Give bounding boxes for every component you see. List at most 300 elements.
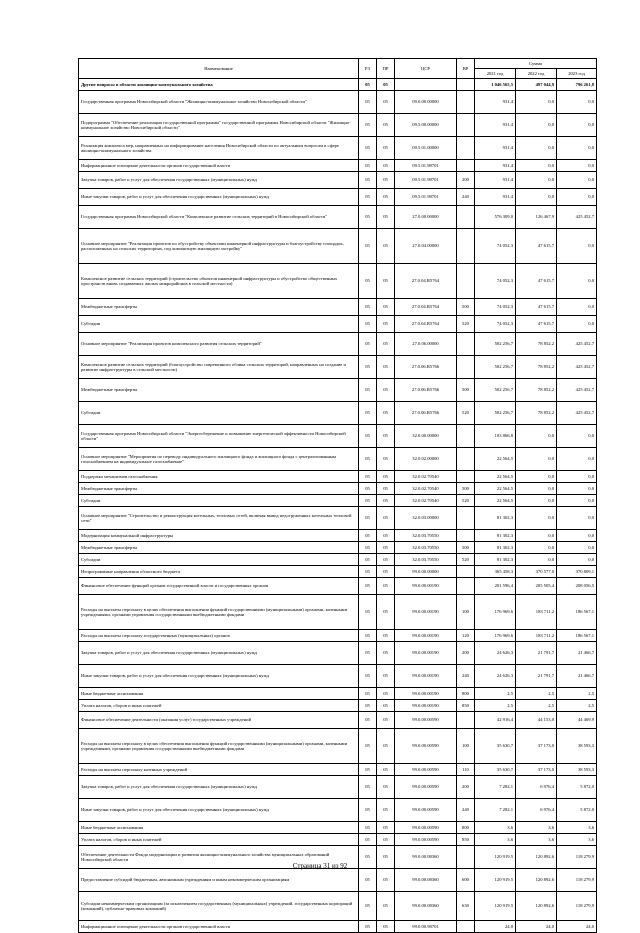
cell-pr: 05 [377,483,395,495]
cell-s3: 5 872,0 [557,776,597,799]
cell-vr [457,578,475,595]
cell-s3: 425 452,7 [557,206,597,229]
cell-s3: 0,0 [557,137,597,160]
cell-csr: 99.0.00.00590 [395,822,457,834]
cell-name: Информационное освещение деятельности органов государственной власти [79,160,359,172]
table-row [79,425,597,448]
cell-s1: 120 919,5 [475,869,516,892]
cell-pr: 05 [377,892,395,921]
cell-rz: 05 [359,402,377,425]
cell-vr: 850 [457,700,475,712]
cell-csr: 32.0.00.00000 [395,425,457,448]
cell-s1: 81 302,3 [475,542,516,554]
cell-s1: 3,6 [475,834,516,846]
cell-pr: 05 [377,137,395,160]
cell-csr: 99.0.00.00190 [395,688,457,700]
table-body [79,79,597,933]
cell-csr: 99.0.00.08360 [395,869,457,892]
cell-name: Иные бюджетные ассигнования [79,822,359,834]
cell-name: Непрограммные направления областного бюджета [79,566,359,578]
cell-vr: 200 [457,172,475,189]
cell-csr: 27.0.06.R5766 [395,356,457,379]
header-name: Наименование [79,59,359,79]
table-row [79,299,597,316]
table-row [79,379,597,402]
cell-csr: 99.0.00.08360 [395,846,457,869]
cell-name: Межбюджетные трансферты [79,542,359,554]
cell-name: Государственная программа Новосибирской области "Комплексное развитие сельских территорий в Новосибирской области" [79,206,359,229]
cell-s3: 425 452,7 [557,356,597,379]
cell-rz: 05 [359,379,377,402]
cell-csr: 27.0.06.R5766 [395,379,457,402]
cell-s1: 1 046 565,5 [475,79,516,91]
header-csr: ЦСР [395,59,457,79]
cell-csr: 99.0.00.98701 [395,921,457,933]
cell-pr: 05 [377,665,395,688]
cell-s2: 183 711,2 [516,595,557,630]
cell-s2: 47 615,7 [516,229,557,264]
cell-s2: 497 044,9 [516,79,557,91]
cell-rz: 05 [359,578,377,595]
cell-csr: 32.0.03.70550 [395,530,457,542]
cell-s2: 78 852,2 [516,402,557,425]
table-row [79,471,597,483]
cell-csr: 99.0.00.00590 [395,834,457,846]
cell-vr [457,471,475,483]
cell-vr: 100 [457,729,475,764]
cell-rz: 05 [359,483,377,495]
cell-csr: 32.0.03.70550 [395,554,457,566]
cell-vr: 100 [457,595,475,630]
cell-name: Модернизация коммунальной инфраструктуры [79,530,359,542]
cell-s1: 2,5 [475,700,516,712]
cell-vr: 800 [457,688,475,700]
table-row [79,688,597,700]
page-number: Страница 31 из 92 [292,862,348,870]
cell-pr: 05 [377,402,395,425]
cell-s2: 0,0 [516,448,557,471]
cell-s2: 21 791,7 [516,665,557,688]
cell-name: Субсидии [79,316,359,333]
cell-name: Предоставление субсидий бюджетным, автономным учреждениям и иным некоммерческим организациям [79,869,359,892]
cell-vr: 240 [457,189,475,206]
cell-rz: 05 [359,189,377,206]
table-row [79,402,597,425]
cell-vr [457,114,475,137]
table-row [79,495,597,507]
cell-s1: 81 302,3 [475,530,516,542]
cell-rz: 05 [359,160,377,172]
cell-name: Основное мероприятие "Реализация проектов по обустройству объектами инженерной инфраструктуры и благоустройству площадок, расположенных на сельских территориях, под компактную жилищную застройку" [79,229,359,264]
cell-s1: 2,5 [475,688,516,700]
cell-s2: 0,0 [516,542,557,554]
cell-pr: 05 [377,542,395,554]
cell-csr: 99.0.00.00190 [395,700,457,712]
cell-s2: 0,0 [516,114,557,137]
cell-pr: 05 [377,630,395,642]
cell-vr: 630 [457,892,475,921]
cell-rz: 05 [359,91,377,114]
cell-vr: 200 [457,642,475,665]
cell-name: Межбюджетные трансферты [79,299,359,316]
cell-s3: 21 466,7 [557,665,597,688]
cell-s2: 0,0 [516,137,557,160]
header-vr: ВР [457,59,475,79]
cell-s1: 24 626,3 [475,642,516,665]
cell-s2: 78 852,2 [516,379,557,402]
cell-csr: 27.0.06.R5766 [395,402,457,425]
table-row [79,356,597,379]
cell-s1: 176 969,6 [475,595,516,630]
cell-s3: 3,6 [557,822,597,834]
cell-vr: 520 [457,495,475,507]
cell-name: Государственная программа Новосибирской области "Жилищно-коммунальное хозяйство Новосибирской области" [79,91,359,114]
cell-s1: 7 282,1 [475,776,516,799]
cell-s3: 38 593,3 [557,729,597,764]
cell-s2: 21 791,7 [516,642,557,665]
cell-s3: 3,6 [557,834,597,846]
cell-s1: 74 052,3 [475,299,516,316]
cell-vr: 500 [457,483,475,495]
cell-s3: 425 452,7 [557,379,597,402]
cell-s2: 37 173,0 [516,729,557,764]
header-year-2023: 2023 год [557,69,597,79]
cell-s1: 35 630,7 [475,764,516,776]
cell-name: Межбюджетные трансферты [79,379,359,402]
cell-pr: 05 [377,229,395,264]
cell-vr: 850 [457,834,475,846]
cell-name: Расходы на выплаты персоналу государственных (муниципальных) органов [79,630,359,642]
table-row [79,91,597,114]
cell-s1: 74 052,3 [475,264,516,299]
table-row [79,448,597,471]
cell-s3: 208 056,5 [557,578,597,595]
cell-s3: 0,0 [557,471,597,483]
cell-s3: 0,0 [557,495,597,507]
cell-s3: 0,0 [557,316,597,333]
cell-s3: 0,0 [557,448,597,471]
table-row [79,921,597,933]
budget-table [78,58,597,933]
cell-s1: 931,4 [475,91,516,114]
cell-s1: 22 564,5 [475,483,516,495]
cell-pr: 05 [377,495,395,507]
cell-s2: 0,0 [516,91,557,114]
cell-pr: 05 [377,776,395,799]
cell-s3: 0,0 [557,299,597,316]
cell-pr: 05 [377,189,395,206]
cell-s2: 6 976,4 [516,799,557,822]
cell-pr: 05 [377,316,395,333]
cell-csr [395,79,457,91]
table-row [79,822,597,834]
cell-pr: 05 [377,471,395,483]
cell-pr: 05 [377,764,395,776]
cell-s2: 370 577,0 [516,566,557,578]
cell-name: Подпрограмма "Обеспечение реализации государственной программы" государственной программы Новосибирской области "Жилищно-коммунальное хозяйство Новосибирской области" [79,114,359,137]
cell-name: Иные закупки товаров, работ и услуг для обеспечения государственных (муниципальных) нужд [79,665,359,688]
cell-s3: 118 279,9 [557,846,597,869]
cell-s1: 502 256,7 [475,379,516,402]
cell-name: Закупка товаров, работ и услуг для обеспечения государственных (муниципальных) нужд [79,642,359,665]
cell-name: Межбюджетные трансферты [79,483,359,495]
table-row [79,316,597,333]
header-pr: ПР [377,59,395,79]
cell-csr: 99.0.00.08360 [395,892,457,921]
cell-csr: 09.5.01.98701 [395,172,457,189]
table-row [79,665,597,688]
cell-rz: 05 [359,495,377,507]
cell-csr: 99.0.00.00590 [395,799,457,822]
cell-s2: 120 892,6 [516,869,557,892]
cell-s3: 2,5 [557,700,597,712]
table-row [79,79,597,91]
cell-rz: 05 [359,264,377,299]
cell-pr: 05 [377,834,395,846]
cell-name: Основное мероприятие "Строительство и реконструкция котельных, тепловых сетей, включая вывод недогруженных котельных тепловой сети" [79,507,359,530]
cell-pr: 05 [377,799,395,822]
table-row [79,530,597,542]
cell-s1: 120 919,5 [475,892,516,921]
cell-rz: 05 [359,700,377,712]
cell-name: Иные закупки товаров, работ и услуг для обеспечения государственных (муниципальных) нужд [79,189,359,206]
cell-csr: 32.0.02.70540 [395,495,457,507]
cell-s2: 0,0 [516,172,557,189]
cell-s2: 78 852,2 [516,333,557,356]
cell-name: Субсидии [79,402,359,425]
cell-csr: 99.0.00.00590 [395,764,457,776]
cell-vr: 520 [457,402,475,425]
cell-rz: 05 [359,642,377,665]
table-row [79,172,597,189]
cell-s3: 0,0 [557,554,597,566]
cell-csr: 09.5.01.98701 [395,189,457,206]
cell-rz: 05 [359,921,377,933]
header-rz: РЗ [359,59,377,79]
cell-csr: 99.0.00.00190 [395,665,457,688]
table-row [79,542,597,554]
cell-csr: 27.0.04.00000 [395,229,457,264]
cell-name: Поддержка механизмов газоснабжения [79,471,359,483]
cell-s2: 2,5 [516,688,557,700]
cell-rz: 05 [359,299,377,316]
cell-rz: 05 [359,566,377,578]
cell-pr: 05 [377,554,395,566]
cell-s2: 24,0 [516,921,557,933]
cell-s1: 81 302,3 [475,507,516,530]
cell-s2: 0,0 [516,554,557,566]
cell-vr [457,530,475,542]
cell-rz: 05 [359,448,377,471]
table-row [79,483,597,495]
cell-pr: 05 [377,688,395,700]
cell-s2: 205 505,4 [516,578,557,595]
table-header [79,59,597,79]
cell-name: Расходы на выплаты персоналу казенных учреждений [79,764,359,776]
cell-rz: 05 [359,799,377,822]
cell-rz: 05 [359,425,377,448]
cell-vr: 110 [457,764,475,776]
cell-rz: 05 [359,776,377,799]
cell-name: Финансовое обеспечение деятельности (оказания услуг) государственных учреждений [79,712,359,729]
cell-s2: 78 852,2 [516,356,557,379]
cell-s3: 0,0 [557,160,597,172]
cell-pr: 05 [377,172,395,189]
cell-s1: 24 626,3 [475,665,516,688]
cell-csr: 99.0.00.00000 [395,566,457,578]
cell-csr: 99.0.00.00590 [395,712,457,729]
cell-pr: 05 [377,566,395,578]
cell-s2: 126 467,9 [516,206,557,229]
table-row [79,206,597,229]
cell-vr: 600 [457,869,475,892]
table-row [79,700,597,712]
cell-pr: 05 [377,425,395,448]
cell-vr [457,229,475,264]
cell-pr: 05 [377,530,395,542]
cell-name: Иные закупки товаров, работ и услуг для обеспечения государственных (муниципальных) нужд [79,799,359,822]
cell-name: Обеспечение деятельности Фонда модернизации и развития жилищно-коммунального хозяйства муниципальных образований Новосибирской области [79,846,359,869]
cell-pr: 05 [377,869,395,892]
cell-s3: 44 469,9 [557,712,597,729]
cell-s1: 22 564,5 [475,495,516,507]
cell-s2: 0,0 [516,483,557,495]
cell-rz: 05 [359,542,377,554]
cell-s3: 186 567,1 [557,595,597,630]
cell-s3: 0,0 [557,91,597,114]
cell-s2: 2,5 [516,700,557,712]
cell-s2: 0,0 [516,530,557,542]
cell-s2: 44 153,0 [516,712,557,729]
table-row [79,333,597,356]
cell-name: Уплата налогов, сборов и иных платежей [79,700,359,712]
cell-s1: 931,4 [475,114,516,137]
cell-name: Субсидии [79,554,359,566]
cell-pr: 05 [377,846,395,869]
header-year-2021: 2021 год [475,69,516,79]
cell-rz: 05 [359,530,377,542]
cell-s3: 796 261,8 [557,79,597,91]
cell-vr [457,448,475,471]
cell-vr: 800 [457,822,475,834]
cell-name: Реализация комплекса мер, направленных на информирование населения Новосибирской области по актуальным вопросам в сфере жилищно-коммунального хозяйства [79,137,359,160]
table-row [79,507,597,530]
cell-csr: 27.0.04.R5764 [395,316,457,333]
table-row [79,229,597,264]
cell-vr: 200 [457,776,475,799]
table-row [79,729,597,764]
cell-pr: 05 [377,921,395,933]
cell-rz: 05 [359,206,377,229]
header-year-2022: 2022 год [516,69,557,79]
cell-pr: 05 [377,91,395,114]
cell-s2: 0,0 [516,507,557,530]
cell-s2: 0,0 [516,160,557,172]
table-row [79,595,597,630]
table-row [79,114,597,137]
cell-rz: 05 [359,665,377,688]
cell-rz: 05 [359,137,377,160]
cell-pr: 05 [377,333,395,356]
cell-rz: 05 [359,630,377,642]
cell-s2: 6 976,4 [516,776,557,799]
cell-name: Финансовое обеспечение функций органов государственной власти и государственных органов [79,578,359,595]
cell-csr: 27.0.04.R5764 [395,299,457,316]
table-row [79,834,597,846]
cell-pr: 05 [377,264,395,299]
cell-name: Государственная программа Новосибирской области "Энергосбережение и повышение энергетической эффективности Новосибирской области" [79,425,359,448]
cell-pr: 05 [377,712,395,729]
cell-rz: 05 [359,869,377,892]
cell-rz: 05 [359,846,377,869]
cell-s1: 22 564,5 [475,448,516,471]
cell-vr: 500 [457,299,475,316]
cell-name: Основное мероприятие "Мероприятия по переводу индивидуального жилищного фонда и жилищного фонда с централизованным газоснабжением на индивидуальное газоснабжение" [79,448,359,471]
cell-s3: 0,0 [557,507,597,530]
cell-vr [457,137,475,160]
cell-name: Основное мероприятие "Реализация проектов комплексного развития сельских территорий" [79,333,359,356]
cell-name: Комплексное развитие сельских территорий (строительство объектов инженерной инфраструктуры и обустройство общественных пространств вновь создаваемых жилых микрорайонов в сельской местности) [79,264,359,299]
cell-s1: 120 919,5 [475,846,516,869]
cell-name: Другие вопросы в области жилищно-коммунального хозяйства [79,79,359,91]
table-row [79,554,597,566]
cell-csr: 27.0.04.R5764 [395,264,457,299]
cell-s3: 0,0 [557,530,597,542]
cell-vr: 520 [457,316,475,333]
cell-vr [457,206,475,229]
cell-rz: 05 [359,229,377,264]
table-row [79,712,597,729]
cell-s1: 103 866,8 [475,425,516,448]
table-row [79,630,597,642]
cell-vr [457,264,475,299]
cell-vr: 240 [457,799,475,822]
cell-csr: 09.5.01.00000 [395,137,457,160]
cell-s3: 21 466,7 [557,642,597,665]
cell-csr: 32.0.03.00000 [395,507,457,530]
cell-pr: 05 [377,578,395,595]
table-row [79,160,597,172]
cell-vr [457,921,475,933]
cell-s1: 931,4 [475,160,516,172]
cell-s2: 47 615,7 [516,316,557,333]
cell-s1: 35 630,7 [475,729,516,764]
cell-s1: 176 969,6 [475,630,516,642]
cell-rz: 05 [359,764,377,776]
cell-name: Закупка товаров, работ и услуг для обеспечения государственных (муниципальных) нужд [79,776,359,799]
cell-s3: 0,0 [557,483,597,495]
table-row [79,642,597,665]
cell-vr [457,566,475,578]
cell-s3: 0,0 [557,114,597,137]
cell-rz: 05 [359,834,377,846]
cell-vr: 500 [457,542,475,554]
cell-csr: 99.0.00.00190 [395,578,457,595]
cell-csr: 99.0.00.00190 [395,630,457,642]
table-row [79,137,597,160]
cell-csr: 32.0.02.70540 [395,471,457,483]
cell-rz: 05 [359,79,377,91]
cell-pr: 05 [377,642,395,665]
cell-s1: 74 052,3 [475,229,516,264]
header-sum: Сумма [475,59,597,69]
cell-name: Субсидии некоммерческим организациям (за исключением государственных (муниципальных) учреждений, государственных корпораций (компаний), публично-правовых компаний) [79,892,359,921]
cell-s3: 0,0 [557,542,597,554]
cell-pr: 05 [377,595,395,630]
cell-s1: 42 916,4 [475,712,516,729]
cell-s2: 183 711,2 [516,630,557,642]
cell-s3: 0,0 [557,264,597,299]
